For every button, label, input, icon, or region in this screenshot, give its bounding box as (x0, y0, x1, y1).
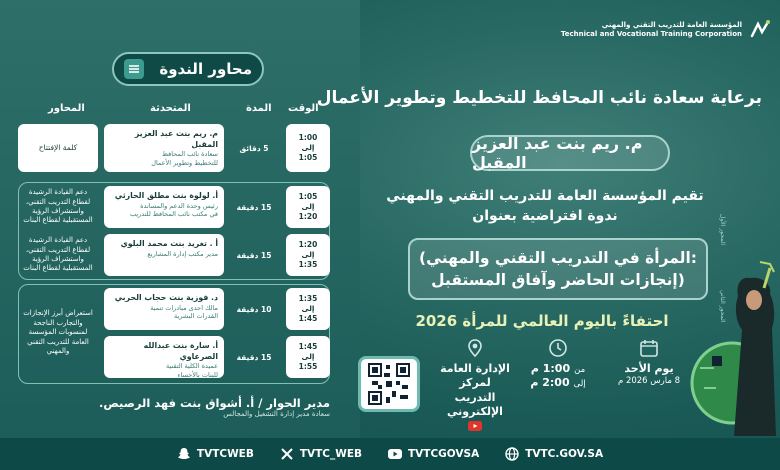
date-info (614, 338, 684, 387)
time-start: 1:00 (298, 133, 318, 143)
venue-line-2: التدريب الإلكتروني (447, 390, 503, 418)
website-url: TVTC.GOV.SA (525, 448, 604, 460)
tvtc-logo (561, 18, 772, 42)
row-axis: دعم القيادة الرشيدة لقطاع التدريب التقني، واستشراف الرؤية المستقبلية لقطاع البنات (23, 236, 93, 273)
x-handle: TVTC_WEB (299, 448, 362, 460)
speaker-title-1: عميدة الكلية التقنية (166, 362, 218, 371)
time-from (531, 362, 585, 376)
day-label: يوم الأحد (624, 362, 674, 375)
venue-line-1: الإدارة العامة لمركز (440, 362, 510, 390)
qr-code[interactable] (358, 356, 420, 412)
seminar-title-line-1: (المرأة في التدريب التقني والمهني: (419, 248, 697, 267)
row-axis: كلمة الإفتتاح (18, 124, 98, 172)
speaker-title-1: سعادة نائب المحافظ (162, 150, 218, 159)
time-to-label: إلى (573, 379, 586, 390)
speaker-title-1: مالك احدى مبادرات تنمية (150, 303, 218, 312)
time-end: 1:45 (298, 313, 318, 323)
table-row (18, 186, 330, 228)
social-footer (0, 438, 780, 470)
speaker-name: أ . تغريد بنت محمد البلوي (120, 239, 218, 248)
speaker-name: أ. سارة بنت عبدالله الصرعاوي (143, 341, 218, 361)
time-from-label: من (574, 365, 586, 375)
seminar-title-line-2: إنجازات الحاضر وآفاق المستقبل) (431, 271, 685, 289)
row-duration: 15 دقيقة (236, 352, 272, 362)
row-duration: 15 دقيقة (236, 250, 272, 260)
speaker-name: أ. لولوة بنت مطلق الحارثي (114, 191, 218, 200)
celebration-line: احتفاءً باليوم العالمي للمرأة 2026 (415, 312, 669, 330)
time-start: 1:05 (298, 192, 318, 202)
organizer-line-2: ندوة افتراضية بعنوان (472, 208, 618, 225)
patron-name-pill (470, 135, 670, 171)
snapchat-icon (177, 447, 191, 461)
youtube-handle: TVTCGOVSA (408, 448, 480, 460)
speaker-name: د. فوزية بنت حجاب الحربي (114, 293, 218, 302)
woman-illustration (690, 258, 780, 438)
row-speaker (104, 336, 224, 378)
time-to (530, 376, 585, 390)
moderator-block (20, 396, 330, 418)
col-header-duration: المدة (246, 103, 272, 114)
x-icon (280, 447, 294, 461)
table-row (18, 336, 330, 378)
list-icon (124, 59, 144, 79)
footer-youtube[interactable] (388, 447, 479, 461)
table-row (18, 124, 330, 172)
day-date: 8 مارس 2026 م (617, 376, 681, 387)
qr-code-icon (365, 363, 413, 405)
row-speaker (104, 124, 224, 172)
time-start: 1:45 (298, 342, 318, 352)
row-time (286, 234, 330, 276)
col-header-time: الوقت (288, 103, 319, 114)
footer-website[interactable] (505, 447, 603, 461)
time-sep: إلى (301, 352, 315, 362)
logo-mark-icon (748, 18, 772, 42)
time-from-value: 1:00 م (530, 362, 571, 375)
venue-info (432, 338, 518, 431)
time-end: 1:05 (298, 152, 318, 162)
speaker-title-2: القدرات البشرية (173, 312, 218, 321)
speaker-title-2: للتخطيط وتطوير الأعمال (151, 158, 218, 167)
row-duration: 5 دقائق (239, 143, 269, 153)
time-end: 1:55 (298, 361, 318, 371)
row-speaker (104, 288, 224, 330)
time-end: 1:35 (298, 259, 318, 269)
time-info (528, 338, 588, 391)
axes-title-pill (112, 52, 264, 86)
location-pin-icon (465, 338, 485, 358)
footer-x[interactable] (280, 447, 362, 461)
patronage-line: برعاية سعادة نائب المحافظ للتخطيط وتطوير الأعمال (316, 88, 762, 108)
speaker-title-2: في مكتب نائب المحافظ للتدريب (129, 210, 218, 219)
row-time (286, 124, 330, 172)
logo-arabic-text: المؤسسة العامة للتدريب التقني والمهني (601, 20, 742, 29)
row-time (286, 186, 330, 228)
footer-snapchat[interactable] (177, 447, 254, 461)
moderator-name: مدير الحوار / أ. أشواق بنت فهد الرصيص. (98, 396, 330, 410)
row-speaker (104, 234, 224, 276)
row-duration: 15 دقيقة (236, 202, 272, 212)
time-sep: إلى (301, 143, 315, 153)
time-end: 1:20 (298, 211, 318, 221)
youtube-icon (388, 447, 402, 461)
group-1-label: المحور الأول (719, 214, 726, 246)
col-header-speaker: المتحدثة (150, 103, 191, 114)
speaker-name: م. ريم بنت عبد العزيز المقبل (134, 129, 218, 149)
snapchat-handle: TVTCWEB (196, 448, 254, 460)
table-row (18, 234, 330, 276)
speaker-title-1: مدير مكتب إدارة المشاريع (147, 249, 218, 258)
time-sep: إلى (301, 304, 315, 314)
time-start: 1:20 (298, 240, 318, 250)
col-header-axes: المحاور (48, 103, 85, 114)
time-to-value: 2:00 م (530, 376, 570, 390)
speaker-title-2: للبنات بالأحساء (177, 370, 218, 379)
organizer-line-1: تقيم المؤسسة العامة للتدريب التقني والمهني (386, 188, 704, 204)
globe-icon (505, 447, 519, 461)
speaker-title-1: رئيس وحدة الدعم والمساندة (140, 201, 218, 210)
row-time (286, 336, 330, 378)
youtube-icon (468, 421, 482, 431)
time-sep: إلى (301, 202, 315, 212)
row-axis: دعم القيادة الرشيدة لقطاع التدريب التقني، واستشراف الرؤية المستقبلية لقطاع البنات (23, 188, 93, 225)
organizer-text (380, 186, 710, 227)
logo-english-text: Technical and Vocational Training Corporation (560, 30, 742, 38)
patron-name: م. ريم بنت عبد العزيز المقبل (472, 134, 643, 172)
row-axis: استعراض أبرز الإنجازات والتجارب الناجحة لمنسوبات المؤسسة العامة للتدريب التقني والمهني (23, 309, 93, 356)
moderator-title: سعادة مدير إدارة التشغيل والمجالس (223, 410, 330, 418)
row-duration: 10 دقيقة (236, 304, 272, 314)
clock-icon (548, 338, 568, 358)
calendar-icon (639, 338, 659, 358)
row-speaker (104, 186, 224, 228)
group-2-label: المحور الثاني (719, 290, 726, 323)
time-sep: إلى (301, 250, 315, 260)
row-time (286, 288, 330, 330)
axes-title: محاور الندوة (159, 60, 252, 78)
time-start: 1:35 (298, 294, 318, 304)
seminar-title-box (408, 238, 708, 300)
